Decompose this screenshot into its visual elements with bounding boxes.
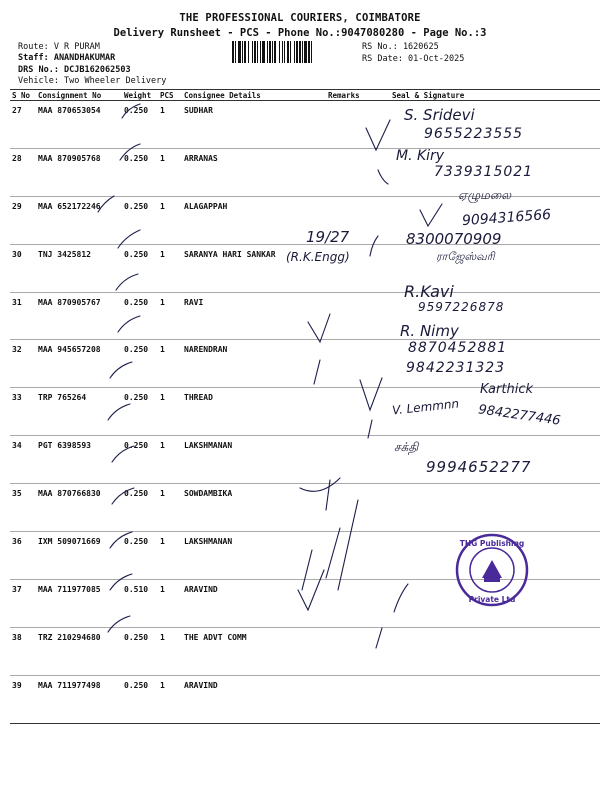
cell-sno: 29 [10, 196, 36, 244]
cell-signature [366, 627, 600, 675]
company-seal [454, 532, 530, 608]
cell-pcs: 1 [158, 675, 182, 723]
cell-pcs: 1 [158, 292, 182, 340]
cell-remarks [326, 340, 366, 388]
cell-sno: 28 [10, 148, 36, 196]
cell-consignee: THE ADVT COMM [182, 627, 326, 675]
runsheet-subtitle: Delivery Runsheet - PCS - Phone No.:9047080280 - Page No.:3 [113, 27, 487, 39]
cell-consignment: TRP 765264 [36, 388, 122, 436]
r28-phone: 7339315021 [434, 164, 534, 180]
r30-note: 19/27 [306, 228, 350, 246]
cell-consignment: MAA 870905768 [36, 148, 122, 196]
rs-date: RS Date: 01-Oct-2025 [362, 54, 465, 64]
r34-phone: 9842277446 [477, 402, 562, 429]
cell-remarks [326, 484, 366, 532]
cell-weight: 0.250 [122, 340, 158, 388]
cell-remarks [326, 388, 366, 436]
cell-consignment: IXM 509071669 [36, 532, 122, 580]
cell-pcs: 1 [158, 484, 182, 532]
cell-weight: 0.250 [122, 627, 158, 675]
cell-pcs: 1 [158, 148, 182, 196]
barcode [232, 41, 356, 63]
cell-consignment: MAA 652172246 [36, 196, 122, 244]
cell-weight: 0.250 [122, 388, 158, 436]
cell-sno: 39 [10, 675, 36, 723]
cell-pcs: 1 [158, 436, 182, 484]
cell-pcs: 1 [158, 627, 182, 675]
cell-consignee: NARENDRAN [182, 340, 326, 388]
cell-consignment: TRZ 210294680 [36, 627, 122, 675]
table-row [10, 484, 600, 532]
cell-consignee: ARAVIND [182, 579, 326, 627]
r28-signature: M. Kiry [396, 148, 445, 164]
table-header-row [10, 90, 600, 101]
cell-consignment: MAA 870905767 [36, 292, 122, 340]
cell-remarks [326, 292, 366, 340]
cell-sno: 34 [10, 436, 36, 484]
r35-tamil-name: சக்தி [394, 440, 419, 454]
cell-pcs: 1 [158, 196, 182, 244]
col-consignee: Consignee Details [182, 90, 326, 101]
cell-pcs: 1 [158, 340, 182, 388]
r30-tamil-name: ராஜேஸ்வரி [436, 250, 495, 263]
table-row [10, 340, 600, 388]
r32-phone: 8870452881 [408, 340, 508, 356]
cell-sno: 36 [10, 532, 36, 580]
cell-consignee: SOWDAMBIKA [182, 484, 326, 532]
cell-weight: 0.250 [122, 148, 158, 196]
cell-weight: 0.250 [122, 292, 158, 340]
cell-weight: 0.250 [122, 101, 158, 149]
cell-consignee: ARAVIND [182, 675, 326, 723]
cell-weight: 0.250 [122, 244, 158, 292]
cell-pcs: 1 [158, 532, 182, 580]
vehicle-label: Vehicle: Two Wheeler Delivery [18, 76, 167, 86]
cell-consignee: THREAD [182, 388, 326, 436]
r27-phone: 9655223555 [424, 126, 524, 142]
cell-remarks [326, 675, 366, 723]
cell-consignment: PGT 6398593 [36, 436, 122, 484]
cell-remarks [326, 532, 366, 580]
cell-weight: 0.250 [122, 532, 158, 580]
cell-consignee: LAKSHMANAN [182, 532, 326, 580]
cell-weight: 0.250 [122, 196, 158, 244]
cell-consignee: LAKSHMANAN [182, 436, 326, 484]
cell-pcs: 1 [158, 244, 182, 292]
table-row [10, 292, 600, 340]
r27-signature: S. Sridevi [404, 106, 475, 124]
cell-signature [366, 484, 600, 532]
col-pcs: PCS [158, 90, 182, 101]
rs-number: RS No.: 1620625 [362, 42, 439, 52]
cell-sno: 33 [10, 388, 36, 436]
cell-consignee: SUDHAR [182, 101, 326, 149]
table-row [10, 675, 600, 723]
r29-tamil-name: ஏழுமலை [458, 188, 512, 202]
r34-signature: V. Lemmnn [391, 396, 460, 418]
r29-phone: 9094316566 [461, 206, 552, 230]
cell-remarks [326, 436, 366, 484]
cell-sno: 38 [10, 627, 36, 675]
col-remarks: Remarks [326, 90, 366, 101]
cell-remarks [326, 579, 366, 627]
cell-pcs: 1 [158, 101, 182, 149]
cell-pcs: 1 [158, 579, 182, 627]
cell-consignment: MAA 945657208 [36, 340, 122, 388]
staff-label: Staff: ANANDHAKUMAR [18, 53, 116, 63]
cell-weight: 0.250 [122, 436, 158, 484]
cell-consignment: MAA 711977085 [36, 579, 122, 627]
cell-sno: 30 [10, 244, 36, 292]
r31-signature: R.Kavi [404, 282, 454, 301]
cell-weight: 0.510 [122, 579, 158, 627]
r35-phone: 9994652277 [426, 458, 532, 476]
cell-sno: 27 [10, 101, 36, 149]
r32-signature: R. Nimy [400, 322, 459, 340]
cell-consignee: SARANYA HARI SANKAR [182, 244, 326, 292]
cell-sno: 35 [10, 484, 36, 532]
cell-consignee: ARRANAS [182, 148, 326, 196]
col-signature: Seal & Signature [366, 90, 600, 101]
col-consignment: Consignment No [36, 90, 122, 101]
cell-sno: 32 [10, 340, 36, 388]
cell-remarks [326, 627, 366, 675]
cell-consignment: MAA 711977498 [36, 675, 122, 723]
cell-consignment: MAA 870766830 [36, 484, 122, 532]
route-label: Route: V R PURAM [18, 42, 100, 52]
r30-note-company: (R.K.Engg) [286, 250, 350, 264]
cell-remarks [326, 101, 366, 149]
r30-phone: 8300070909 [406, 230, 502, 248]
cell-signature [366, 675, 600, 723]
cell-consignment: TNJ 3425812 [36, 244, 122, 292]
seal-graphic [454, 532, 530, 608]
cell-remarks [326, 148, 366, 196]
cell-consignee: RAVI [182, 292, 326, 340]
cell-consignment: MAA 870653054 [36, 101, 122, 149]
table-row [10, 627, 600, 675]
r31-phone: 9597226878 [418, 300, 505, 314]
drs-label: DRS No.: DCJB162062503 [18, 65, 131, 75]
svg-text:THG Publishing: THG Publishing [459, 539, 525, 548]
cell-pcs: 1 [158, 388, 182, 436]
r33-name: Karthick [480, 382, 533, 397]
r33-phone: 9842231323 [406, 360, 506, 376]
company-title: THE PROFESSIONAL COURIERS, COIMBATORE [179, 12, 421, 24]
cell-weight: 0.250 [122, 484, 158, 532]
barcode-bar [312, 41, 314, 63]
cell-consignee: ALAGAPPAH [182, 196, 326, 244]
col-sno: S No [10, 90, 36, 101]
col-weight: Weight [122, 90, 158, 101]
svg-text:Private Ltd: Private Ltd [468, 595, 516, 604]
cell-sno: 37 [10, 579, 36, 627]
cell-sno: 31 [10, 292, 36, 340]
cell-weight: 0.250 [122, 675, 158, 723]
